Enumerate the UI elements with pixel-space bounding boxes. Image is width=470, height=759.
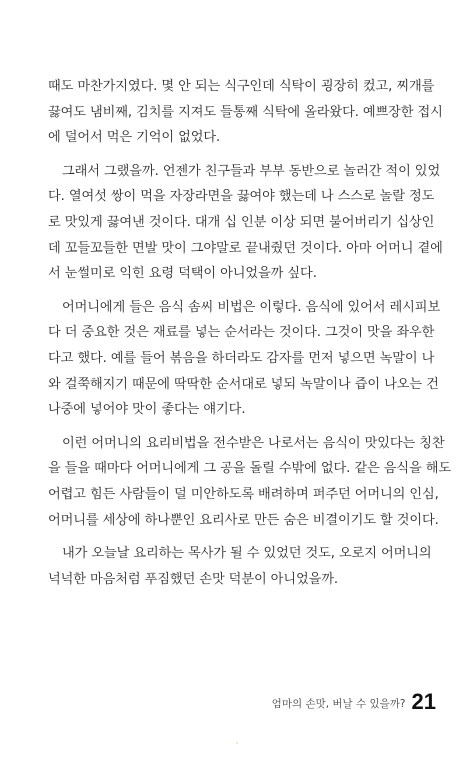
text-line: 어머니를 세상에 하나뿐인 요리사로 만든 숨은 비결이기도 할 것이다. — [48, 512, 439, 528]
paragraph — [48, 541, 438, 592]
text-line: 끓여도 냄비째, 김치를 지져도 들통째 식탁에 올라왔다. 예쁘장한 접시 — [48, 104, 443, 120]
text-line: 나중에 넣어야 맛이 좋다는 얘기다. — [48, 402, 246, 418]
paragraph — [48, 74, 443, 151]
text-line: 데 꼬들꼬들한 면발 맛이 그야말로 끝내줬던 것이다. 아마 어머니 곁에 — [48, 240, 443, 256]
paragraph — [48, 159, 443, 287]
text-line: 넉넉한 마음처럼 푸짐했던 손맛 덕분이 아니었을까. — [48, 571, 338, 587]
text-line: 내가 오늘날 요리하는 목사가 될 수 있었던 것도, 오로지 어머니의 — [62, 546, 432, 562]
text-line: 을 들을 때마다 어머니에게 그 공을 돌릴 수밖에 없다. 같은 음식을 해도 — [48, 461, 451, 477]
text-line: 다 더 중요한 것은 재료를 넣는 순서라는 것이다. 그것이 맛을 좌우한 — [48, 325, 435, 341]
text-line: 그래서 그랬을까. 언젠가 친구들과 부부 동반으로 놀러간 적이 있었 — [62, 163, 441, 179]
text-line: 에 덜어서 먹은 기억이 없었다. — [48, 130, 221, 146]
text-line: 어머니에게 들은 음식 솜씨 비법은 이렇다. 음식에 있어서 레시피보 — [62, 299, 441, 315]
paragraph — [48, 295, 441, 423]
text-line: 와 걸쭉해지기 때문에 딱딱한 순서대로 넣되 녹말이나 즙이 나오는 건 — [48, 376, 439, 392]
text-line: 로 맛있게 끓여낸 것이다. 대개 십 인분 이상 되면 불어버리기 십상인 — [48, 214, 435, 230]
running-title: 엄마의 손맛, 버날 수 있을까? — [271, 698, 406, 710]
page-number: 21 — [411, 689, 436, 714]
text-line: 어렵고 힘든 사람들이 덜 미안하도록 배려하며 퍼주던 어머니의 인심, — [48, 486, 439, 502]
body-text — [48, 74, 451, 600]
text-line: 다. 열여섯 쌍이 먹을 자장라면을 끓여야 했는데 나 스스로 놀랄 정도 — [48, 189, 435, 205]
page-footer — [272, 690, 436, 714]
text-line: 이런 어머니의 요리비법을 전수받은 나로서는 음식이 맛있다는 칭찬 — [62, 435, 445, 451]
text-line: 서 눈썰미로 익힌 요령 덕택이 아니었을까 싶다. — [48, 266, 317, 282]
text-line: 다고 했다. 예를 들어 볶음을 하더라도 감자를 먼저 넣으면 녹말이 나 — [48, 350, 435, 366]
text-line: 때도 마찬가지였다. 몇 안 되는 식구인데 식탁이 굉장히 컸고, 찌개를 — [48, 79, 435, 94]
paper-speck — [236, 742, 238, 744]
paragraph — [48, 431, 451, 533]
